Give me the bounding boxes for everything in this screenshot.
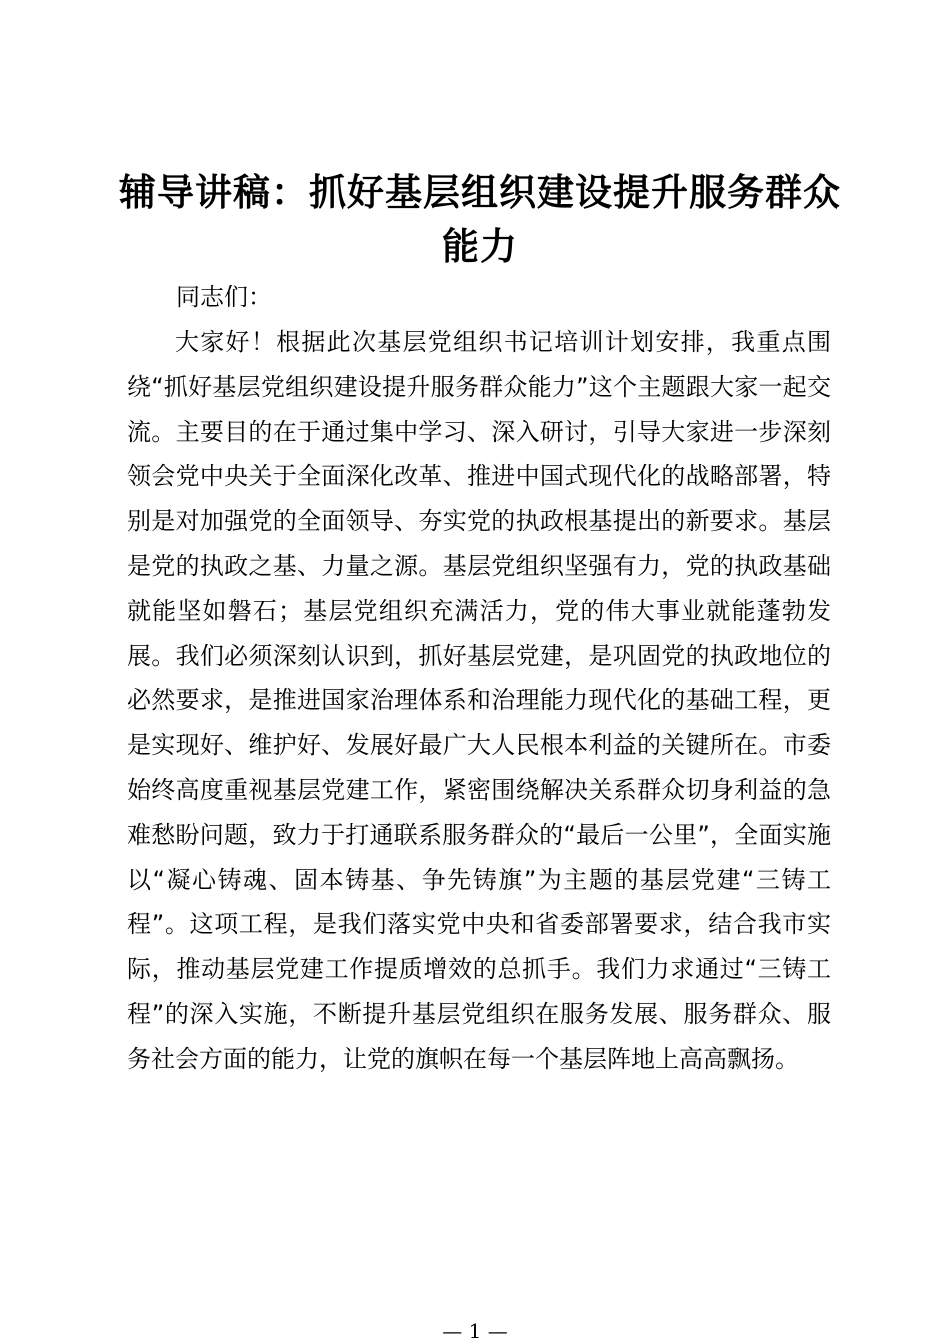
body-paragraph: 大家好！根据此次基层党组织书记培训计划安排，我重点围绕“抓好基层党组织建设提升服务群众能力”这个主题跟大家一起交流。主要目的在于通过集中学习、深入研讨，引导大家进一步深刻领会党中央关于全面深化改革、推进中国式现代化的战略部署，特别是对加强党的全面领导、夯实党的执政根基提出的新要求。基层是党的执政之基、力量之源。基层党组织坚强有力，党的执政基础就能坚如磐石；基层党组织充满活力，党的伟大事业就能蓬勃发展。我们必须深刻认识到，抓好基层党建，是巩固党的执政地位的必然要求，是推进国家治理体系和治理能力现代化的基础工程，更是实现好、维护好、发展好最广大人民根本利益的关键所在。市委始终高度重视基层党建工作，紧密围绕解决关系群众切身利益的急难愁盼问题，致力于打通联系服务群众的“最后一公里”，全面实施以“凝心铸魂、固本铸基、争先铸旗”为主题的基层党建“三铸工程”。这项工程，是我们落实党中央和省委部署要求，结合我市实际，推动基层党建工作提质增效的总抓手。我们力求通过“三铸工程”的深入实施，不断提升基层党组织在服务发展、服务群众、服务社会方面的能力，让党的旗帜在每一个基层阵地上高高飘扬。: [127, 328, 831, 1073]
salutation: 同志们：: [176, 283, 272, 311]
page-number: — 1 —: [442, 1319, 508, 1343]
document-title: 辅导讲稿：抓好基层组织建设提升服务群众能力: [119, 171, 841, 268]
